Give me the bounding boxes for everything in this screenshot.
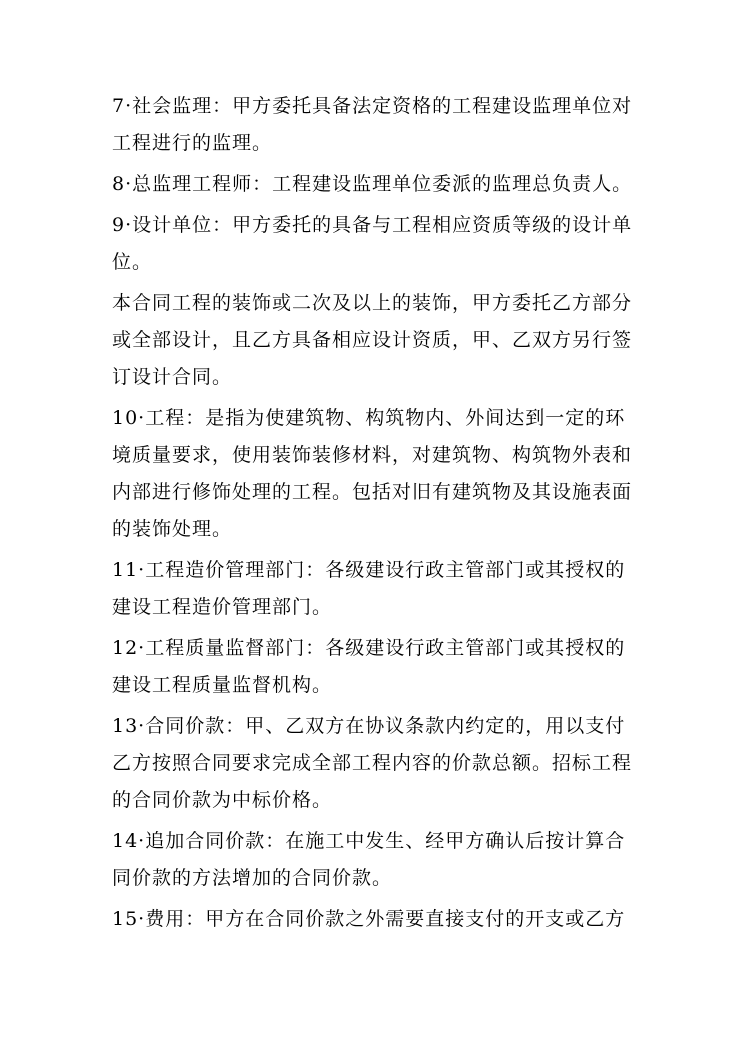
text-line: 8·总监理工程师：工程建设监理单位委派的监理总负责人。	[112, 173, 633, 195]
text-line: 内部进行修饰处理的工程。包括对旧有建筑物及其设施表面	[112, 481, 633, 503]
paragraph-def-7	[112, 88, 642, 162]
paragraph-def-15	[112, 901, 642, 938]
text-line: 12·工程质量监督部门：各级建设行政主管部门或其授权的	[112, 637, 626, 659]
paragraph-def-8	[112, 166, 642, 203]
text-line: 本合同工程的装饰或二次及以上的装饰，甲方委托乙方部分	[112, 292, 633, 314]
text-line: 同价款的方法增加的合同价款。	[112, 867, 393, 889]
paragraph-def-12	[112, 630, 642, 704]
paragraph-design-note	[112, 285, 642, 396]
text-line: 订设计合同。	[112, 366, 233, 388]
document-body	[112, 88, 642, 942]
text-line: 的装饰处理。	[112, 518, 233, 540]
text-line: 11·工程造价管理部门：各级建设行政主管部门或其授权的	[112, 559, 626, 581]
paragraph-def-14	[112, 823, 642, 897]
text-line: 境质量要求，使用装饰装修材料，对建筑物、构筑物外表和	[112, 444, 633, 466]
text-line: 9·设计单位：甲方委托的具备与工程相应资质等级的设计单	[112, 214, 633, 236]
paragraph-def-13	[112, 708, 642, 819]
text-line: 建设工程造价管理部门。	[112, 596, 333, 618]
text-line: 13·合同价款：甲、乙双方在协议条款内约定的，用以支付	[112, 715, 626, 737]
text-line: 10·工程：是指为使建筑物、构筑物内、外间达到一定的环	[112, 407, 626, 429]
text-line: 位。	[112, 251, 153, 273]
text-line: 的合同价款为中标价格。	[112, 789, 333, 811]
text-line: 15·费用：甲方在合同价款之外需要直接支付的开支或乙方	[112, 908, 626, 930]
text-line: 7·社会监理：甲方委托具备法定资格的工程建设监理单位对	[112, 95, 633, 117]
paragraph-def-11	[112, 552, 642, 626]
paragraph-def-10	[112, 400, 642, 548]
paragraph-def-9	[112, 207, 642, 281]
text-line: 或全部设计，且乙方具备相应设计资质，甲、乙双方另行签	[112, 329, 633, 351]
text-line: 建设工程质量监督机构。	[112, 674, 333, 696]
text-line: 工程进行的监理。	[112, 132, 273, 154]
text-line: 乙方按照合同要求完成全部工程内容的价款总额。招标工程	[112, 752, 633, 774]
text-line: 14·追加合同价款：在施工中发生、经甲方确认后按计算合	[112, 830, 626, 852]
